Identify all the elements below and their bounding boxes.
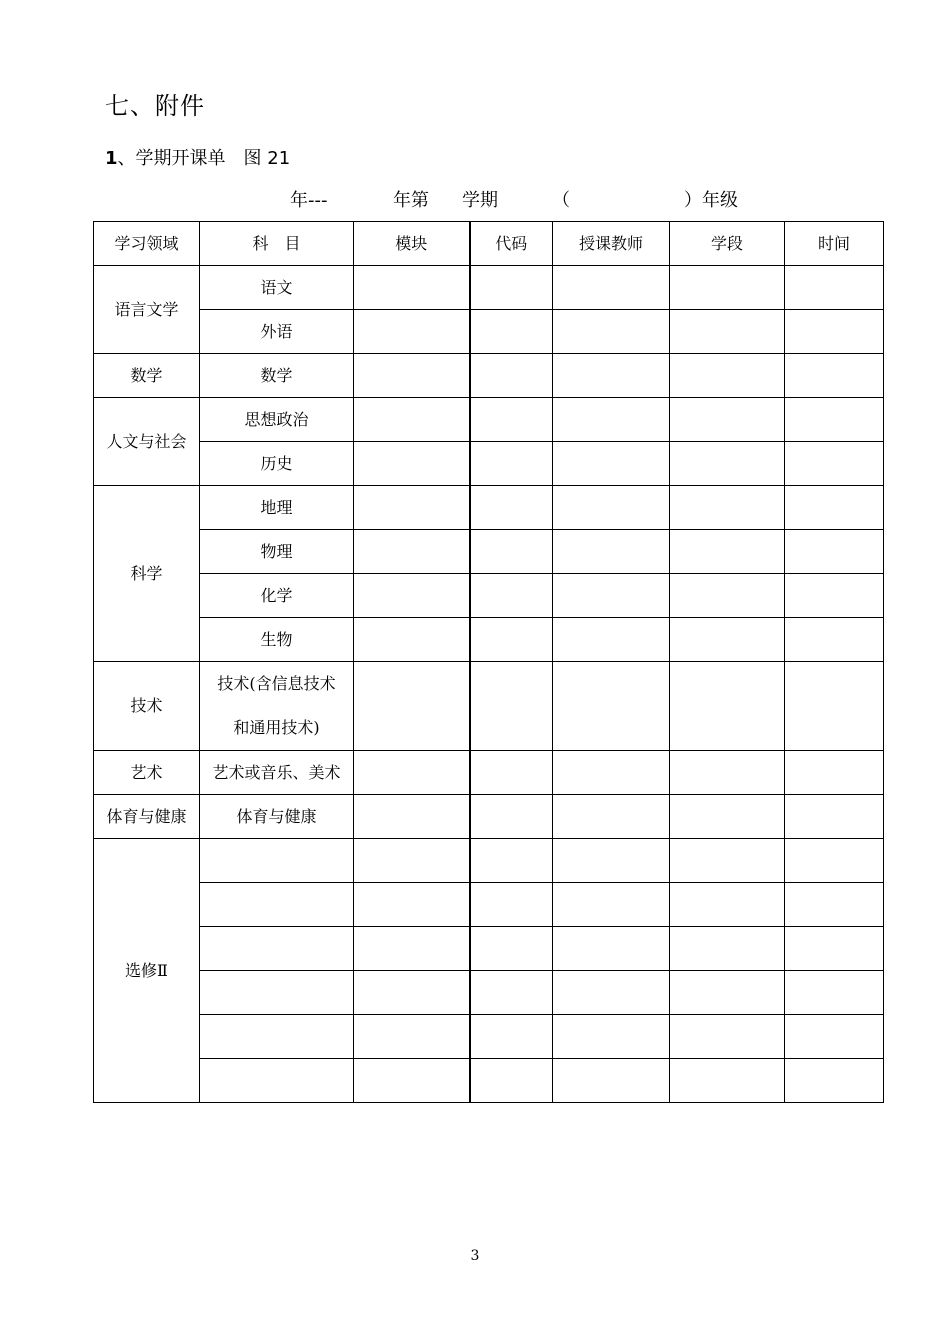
learning-area-cell: 选修Ⅱ (94, 839, 200, 1103)
time-cell[interactable] (785, 662, 884, 751)
table-row (94, 883, 884, 927)
time-cell[interactable] (785, 927, 884, 971)
sub-title (105, 144, 290, 170)
code-cell[interactable] (470, 574, 553, 618)
form-header-term: 学期 (462, 190, 498, 211)
time-cell[interactable] (785, 751, 884, 795)
table-row (94, 574, 884, 618)
table-row (94, 795, 884, 839)
table-body (94, 266, 884, 1103)
subject-cell (200, 883, 354, 927)
code-cell[interactable] (470, 486, 553, 530)
table-row (94, 354, 884, 398)
time-cell[interactable] (785, 1015, 884, 1059)
header-code: 代码 (470, 222, 553, 266)
header-subject: 科 目 (200, 222, 354, 266)
time-cell[interactable] (785, 1059, 884, 1103)
period-cell[interactable] (670, 1059, 785, 1103)
sub-title-text: 、学期开课单 图 21 (117, 148, 291, 169)
code-cell[interactable] (470, 751, 553, 795)
period-cell[interactable] (670, 1015, 785, 1059)
table-row (94, 662, 884, 751)
time-cell[interactable] (785, 398, 884, 442)
course-schedule-table (93, 221, 884, 1103)
period-cell[interactable] (670, 266, 785, 310)
period-cell[interactable] (670, 971, 785, 1015)
code-cell[interactable] (470, 971, 553, 1015)
table-row (94, 486, 884, 530)
period-cell[interactable] (670, 839, 785, 883)
period-cell[interactable] (670, 486, 785, 530)
code-cell[interactable] (470, 662, 553, 751)
subject-line: 和通用技术) (233, 718, 320, 737)
time-cell[interactable] (785, 530, 884, 574)
period-cell[interactable] (670, 354, 785, 398)
form-header-paren-open: （ (552, 190, 570, 211)
table-row (94, 310, 884, 354)
subject-cell: 生物 (200, 618, 354, 662)
period-cell[interactable] (670, 310, 785, 354)
module-cell[interactable] (354, 266, 470, 310)
module-cell[interactable] (354, 618, 470, 662)
module-cell[interactable] (354, 751, 470, 795)
time-cell[interactable] (785, 266, 884, 310)
code-cell[interactable] (470, 354, 553, 398)
module-cell[interactable] (354, 574, 470, 618)
period-cell[interactable] (670, 795, 785, 839)
table-row (94, 927, 884, 971)
module-cell[interactable] (354, 971, 470, 1015)
teacher-cell[interactable] (553, 530, 670, 574)
learning-area-cell: 体育与健康 (94, 795, 200, 839)
form-header-year-start: 年--- (290, 190, 328, 211)
table-row (94, 1015, 884, 1059)
period-cell[interactable] (670, 751, 785, 795)
module-cell[interactable] (354, 662, 470, 751)
table-row (94, 442, 884, 486)
header-module: 模块 (354, 222, 470, 266)
time-cell[interactable] (785, 486, 884, 530)
table-row (94, 266, 884, 310)
learning-area-cell: 数学 (94, 354, 200, 398)
teacher-cell[interactable] (553, 354, 670, 398)
subject-cell (200, 1059, 354, 1103)
period-cell[interactable] (670, 574, 785, 618)
period-cell[interactable] (670, 927, 785, 971)
subject-cell: 思想政治 (200, 398, 354, 442)
teacher-cell[interactable] (553, 310, 670, 354)
teacher-cell[interactable] (553, 662, 670, 751)
table-row (94, 971, 884, 1015)
time-cell[interactable] (785, 795, 884, 839)
teacher-cell[interactable] (553, 971, 670, 1015)
subject-cell: 化学 (200, 574, 354, 618)
teacher-cell[interactable] (553, 795, 670, 839)
module-cell[interactable] (354, 354, 470, 398)
form-header-year-second: 年第 (393, 190, 429, 211)
learning-area-cell: 语言文学 (94, 266, 200, 354)
subject-cell: 地理 (200, 486, 354, 530)
subject-cell: 体育与健康 (200, 795, 354, 839)
code-cell[interactable] (470, 398, 553, 442)
teacher-cell[interactable] (553, 839, 670, 883)
header-area: 学习领域 (94, 222, 200, 266)
table-header-row (94, 222, 884, 266)
period-cell[interactable] (670, 662, 785, 751)
teacher-cell[interactable] (553, 883, 670, 927)
header-time: 时间 (785, 222, 884, 266)
table-row (94, 1059, 884, 1103)
teacher-cell[interactable] (553, 442, 670, 486)
time-cell[interactable] (785, 839, 884, 883)
header-teacher: 授课教师 (553, 222, 670, 266)
form-header-paren-close: ）年级 (684, 190, 738, 211)
module-cell[interactable] (354, 883, 470, 927)
code-cell[interactable] (470, 1015, 553, 1059)
module-cell[interactable] (354, 530, 470, 574)
code-cell[interactable] (470, 839, 553, 883)
teacher-cell[interactable] (553, 1059, 670, 1103)
subject-cell: 外语 (200, 310, 354, 354)
code-cell[interactable] (470, 618, 553, 662)
code-cell[interactable] (470, 266, 553, 310)
period-cell[interactable] (670, 442, 785, 486)
module-cell[interactable] (354, 442, 470, 486)
subject-cell (200, 839, 354, 883)
subject-cell: 历史 (200, 442, 354, 486)
code-cell[interactable] (470, 795, 553, 839)
subject-cell: 物理 (200, 530, 354, 574)
teacher-cell[interactable] (553, 618, 670, 662)
table-row (94, 839, 884, 883)
module-cell[interactable] (354, 927, 470, 971)
table-row (94, 618, 884, 662)
module-cell[interactable] (354, 1015, 470, 1059)
teacher-cell[interactable] (553, 266, 670, 310)
learning-area-cell: 技术 (94, 662, 200, 751)
teacher-cell[interactable] (553, 398, 670, 442)
table-row (94, 751, 884, 795)
period-cell[interactable] (670, 618, 785, 662)
time-cell[interactable] (785, 310, 884, 354)
teacher-cell[interactable] (553, 751, 670, 795)
module-cell[interactable] (354, 398, 470, 442)
learning-area-cell: 人文与社会 (94, 398, 200, 486)
period-cell[interactable] (670, 883, 785, 927)
subject-cell (200, 927, 354, 971)
learning-area-cell: 艺术 (94, 751, 200, 795)
time-cell[interactable] (785, 574, 884, 618)
code-cell[interactable] (470, 1059, 553, 1103)
subject-cell: 艺术或音乐、美术 (200, 751, 354, 795)
period-cell[interactable] (670, 398, 785, 442)
time-cell[interactable] (785, 442, 884, 486)
teacher-cell[interactable] (553, 927, 670, 971)
teacher-cell[interactable] (553, 574, 670, 618)
code-cell[interactable] (470, 927, 553, 971)
subject-line: 技术(含信息技术 (217, 674, 336, 693)
subject-cell (200, 1015, 354, 1059)
time-cell[interactable] (785, 354, 884, 398)
code-cell[interactable] (470, 530, 553, 574)
section-title: 七、附件 (105, 92, 205, 120)
period-cell[interactable] (670, 530, 785, 574)
subject-cell: 语文 (200, 266, 354, 310)
table-row (94, 530, 884, 574)
code-cell[interactable] (470, 310, 553, 354)
page-number: 3 (470, 1248, 480, 1264)
module-cell[interactable] (354, 839, 470, 883)
module-cell[interactable] (354, 310, 470, 354)
subject-cell (200, 662, 354, 751)
teacher-cell[interactable] (553, 1015, 670, 1059)
header-period: 学段 (670, 222, 785, 266)
subject-cell (200, 971, 354, 1015)
teacher-cell[interactable] (553, 486, 670, 530)
code-cell[interactable] (470, 883, 553, 927)
time-cell[interactable] (785, 971, 884, 1015)
time-cell[interactable] (785, 883, 884, 927)
sub-title-number: 1 (105, 148, 118, 169)
code-cell[interactable] (470, 442, 553, 486)
module-cell[interactable] (354, 795, 470, 839)
learning-area-cell: 科学 (94, 486, 200, 662)
time-cell[interactable] (785, 618, 884, 662)
module-cell[interactable] (354, 1059, 470, 1103)
table-row (94, 398, 884, 442)
subject-cell: 数学 (200, 354, 354, 398)
module-cell[interactable] (354, 486, 470, 530)
